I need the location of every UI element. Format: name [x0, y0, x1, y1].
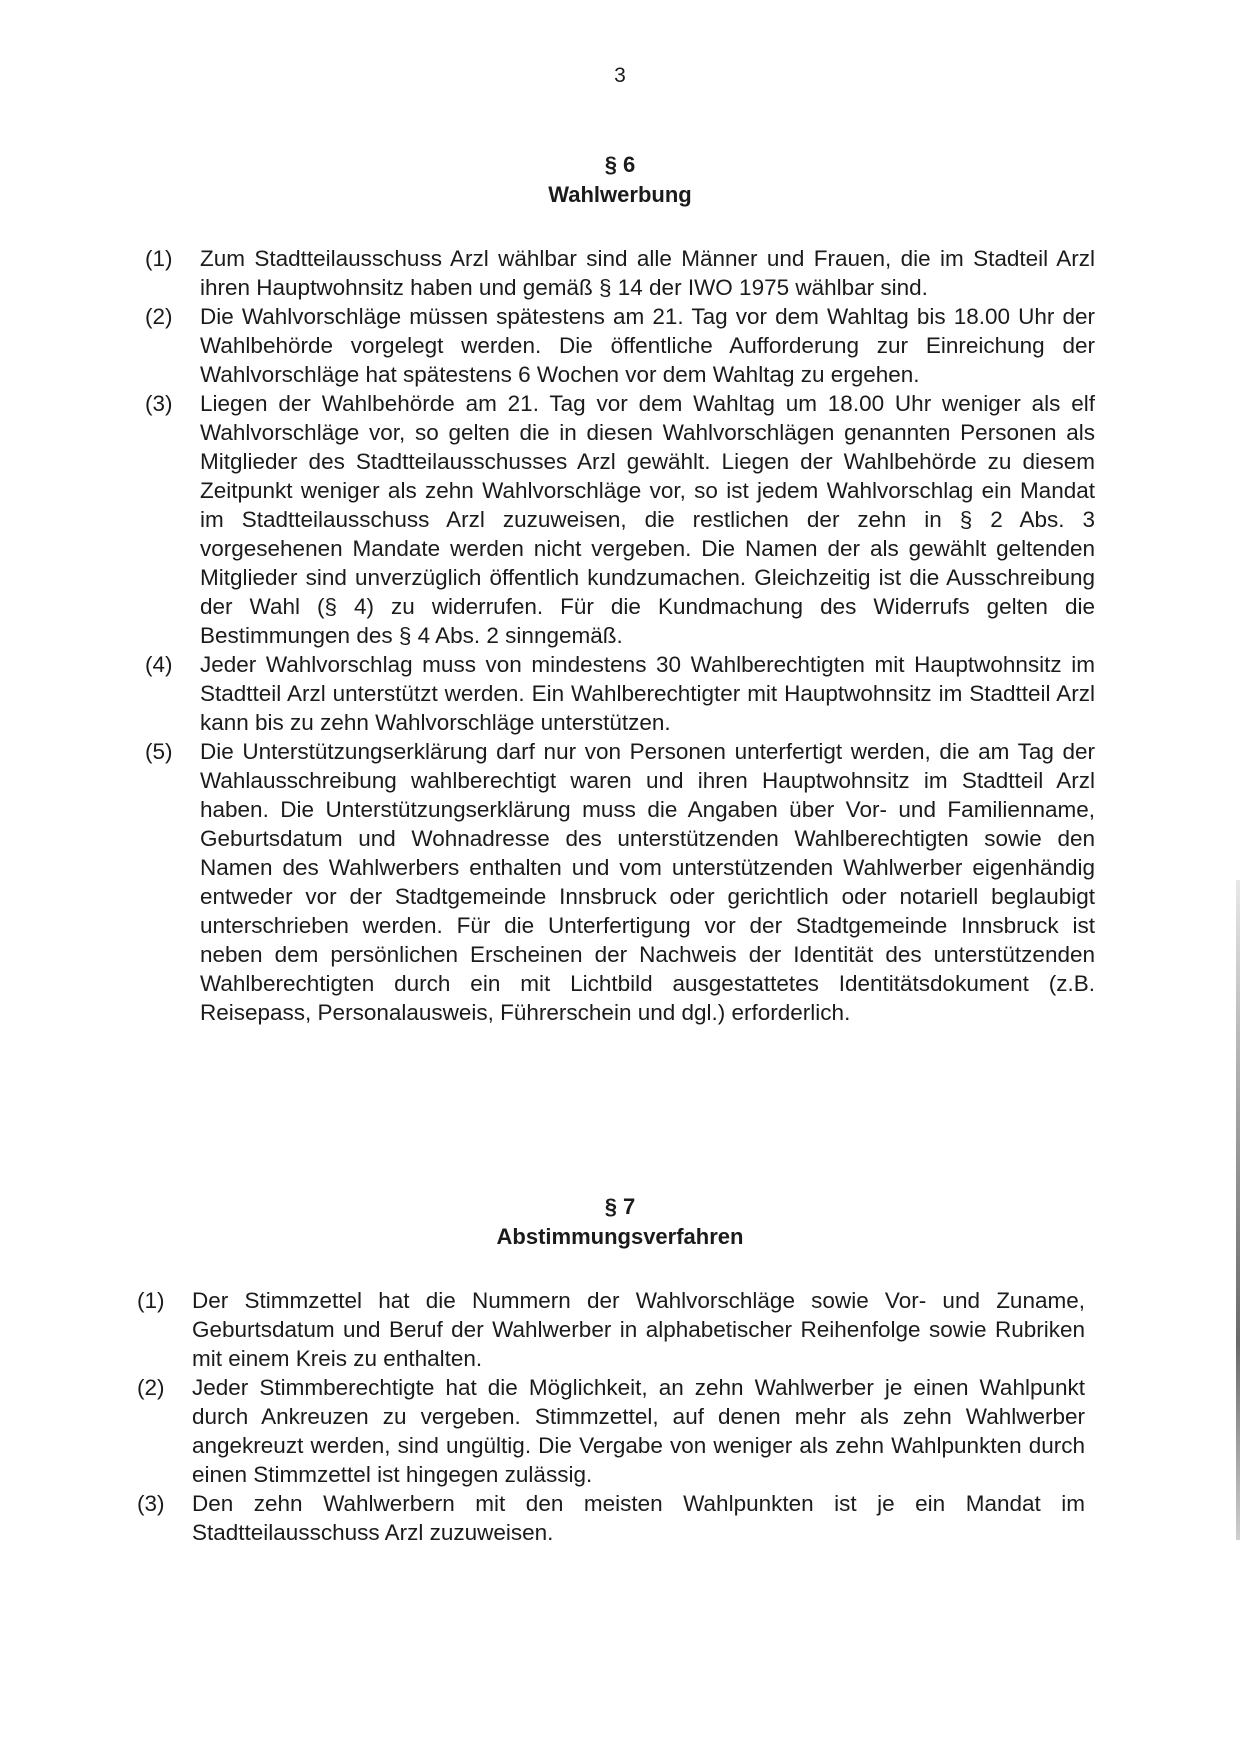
- section-title: Abstimmungsverfahren: [496, 1224, 744, 1249]
- paragraph: [0, 1489, 1240, 1547]
- section-number: § 7: [604, 1194, 636, 1219]
- paragraph-text: Jeder Wahlvorschlag muss von mindestens 30 Wahlberechtigten mit Hauptwohnsitz im Stadtteil Arzl unterstützt werden. Ein Wahlberechtigter mit Hauptwohnsitz im Stadtteil Arzl kann bis zu zehn Wahlvorschläge unterstützen.: [200, 652, 1095, 735]
- paragraph: [0, 737, 1240, 1027]
- paragraph: [0, 1286, 1240, 1373]
- paragraph: [0, 650, 1240, 737]
- paragraph-list: [0, 1286, 1240, 1547]
- paragraph-text: Liegen der Wahlbehörde am 21. Tag vor dem Wahltag um 18.00 Uhr weniger als elf Wahlvorschläge vor, so gelten die in diesen Wahlvorschlägen genannten Personen als Mitglieder des Stadtteilausschusses Arzl gewählt. Liegen der Wahlbehörde zu diesem Zeitpunkt weniger als zehn Wahlvorschläge vor, so ist jedem Wahlvorschlag ein Mandat im Stadtteilausschuss Arzl zuzuweisen, die restlichen der zehn in § 2 Abs. 3 vorgesehenen Mandate werden nicht vergeben. Die Namen der als gewählt geltenden Mitglieder sind unverzüglich öffentlich kundzumachen. Gleichzeitig ist die Ausschreibung der Wahl (§ 4) zu widerrufen. Für die Kundmachung des Widerrufs gelten die Bestimmungen des § 4 Abs. 2 sinngemäß.: [200, 391, 1095, 648]
- paragraph: [0, 389, 1240, 650]
- paragraph-number: (2): [145, 304, 173, 329]
- paragraph-number: (3): [137, 1491, 165, 1516]
- paragraph-number: (5): [145, 739, 173, 764]
- paragraph: [0, 302, 1240, 389]
- paragraph-number: (1): [137, 1288, 165, 1313]
- paragraph-text: Die Wahlvorschläge müssen spätestens am 21. Tag vor dem Wahltag bis 18.00 Uhr der Wahlbehörde vorgelegt werden. Die öffentliche Aufforderung zur Einreichung der Wahlvorschläge hat spätestens 6 Wochen vor dem Wahltag zu ergehen.: [200, 304, 1095, 387]
- paragraph-number: (4): [145, 652, 173, 677]
- paragraph-number: (1): [145, 246, 173, 271]
- paragraph-text: Jeder Stimmberechtigte hat die Möglichkeit, an zehn Wahlwerber je einen Wahlpunkt durch Ankreuzen zu vergeben. Stimmzettel, auf denen mehr als zehn Wahlwerber angekreuzt werden, sind ungültig. Die Vergabe von weniger als zehn Wahlpunkten durch einen Stimmzettel ist hingegen zulässig.: [192, 1375, 1085, 1487]
- section-heading: [0, 150, 1240, 210]
- paragraph-number: (2): [137, 1375, 165, 1400]
- section-6: [0, 150, 1240, 1027]
- section-title: Wahlwerbung: [548, 182, 692, 207]
- section-number: § 6: [604, 152, 636, 177]
- page-number: 3: [614, 64, 626, 87]
- paragraph-text: Der Stimmzettel hat die Nummern der Wahlvorschläge sowie Vor- und Zuname, Geburtsdatum und Beruf der Wahlwerber in alphabetischer Reihenfolge sowie Rubriken mit einem Kreis zu enthalten.: [192, 1288, 1085, 1371]
- section-7: [0, 1192, 1240, 1547]
- section-heading: [0, 1192, 1240, 1252]
- paragraph: [0, 244, 1240, 302]
- paragraph-text: Zum Stadtteilausschuss Arzl wählbar sind alle Männer und Frauen, die im Stadteil Arzl ihren Hauptwohnsitz haben und gemäß § 14 der IWO 1975 wählbar sind.: [200, 246, 1095, 300]
- paragraph: [0, 1373, 1240, 1489]
- paragraph-text: Die Unterstützungserklärung darf nur von Personen unterfertigt werden, die am Tag der Wahlausschreibung wahlberechtigt waren und ihren Hauptwohnsitz im Stadtteil Arzl haben. Die Unterstützungserklärung muss die Angaben über Vor- und Familienname, Geburtsdatum und Wohnadresse des unterstützenden Wahlberechtigten sowie den Namen des Wahlwerbers enthalten und vom unterstützenden Wahlwerber eigenhändig entweder vor der Stadtgemeinde Innsbruck oder gerichtlich oder notariell beglaubigt unterschrieben werden. Für die Unterfertigung vor der Stadtgemeinde Innsbruck ist neben dem persönlichen Erscheinen der Nachweis der Identität des unterstützenden Wahlberechtigten durch ein mit Lichtbild ausgestattetes Identitätsdokument (z.B. Reisepass, Personalausweis, Führerschein und dgl.) erforderlich.: [200, 739, 1095, 1025]
- paragraph-text: Den zehn Wahlwerbern mit den meisten Wahlpunkten ist je ein Mandat im Stadtteilausschuss Arzl zuzuweisen.: [192, 1491, 1085, 1545]
- paragraph-number: (3): [145, 391, 173, 416]
- scan-edge-shadow: [1236, 880, 1240, 1540]
- paragraph-list: [0, 244, 1240, 1027]
